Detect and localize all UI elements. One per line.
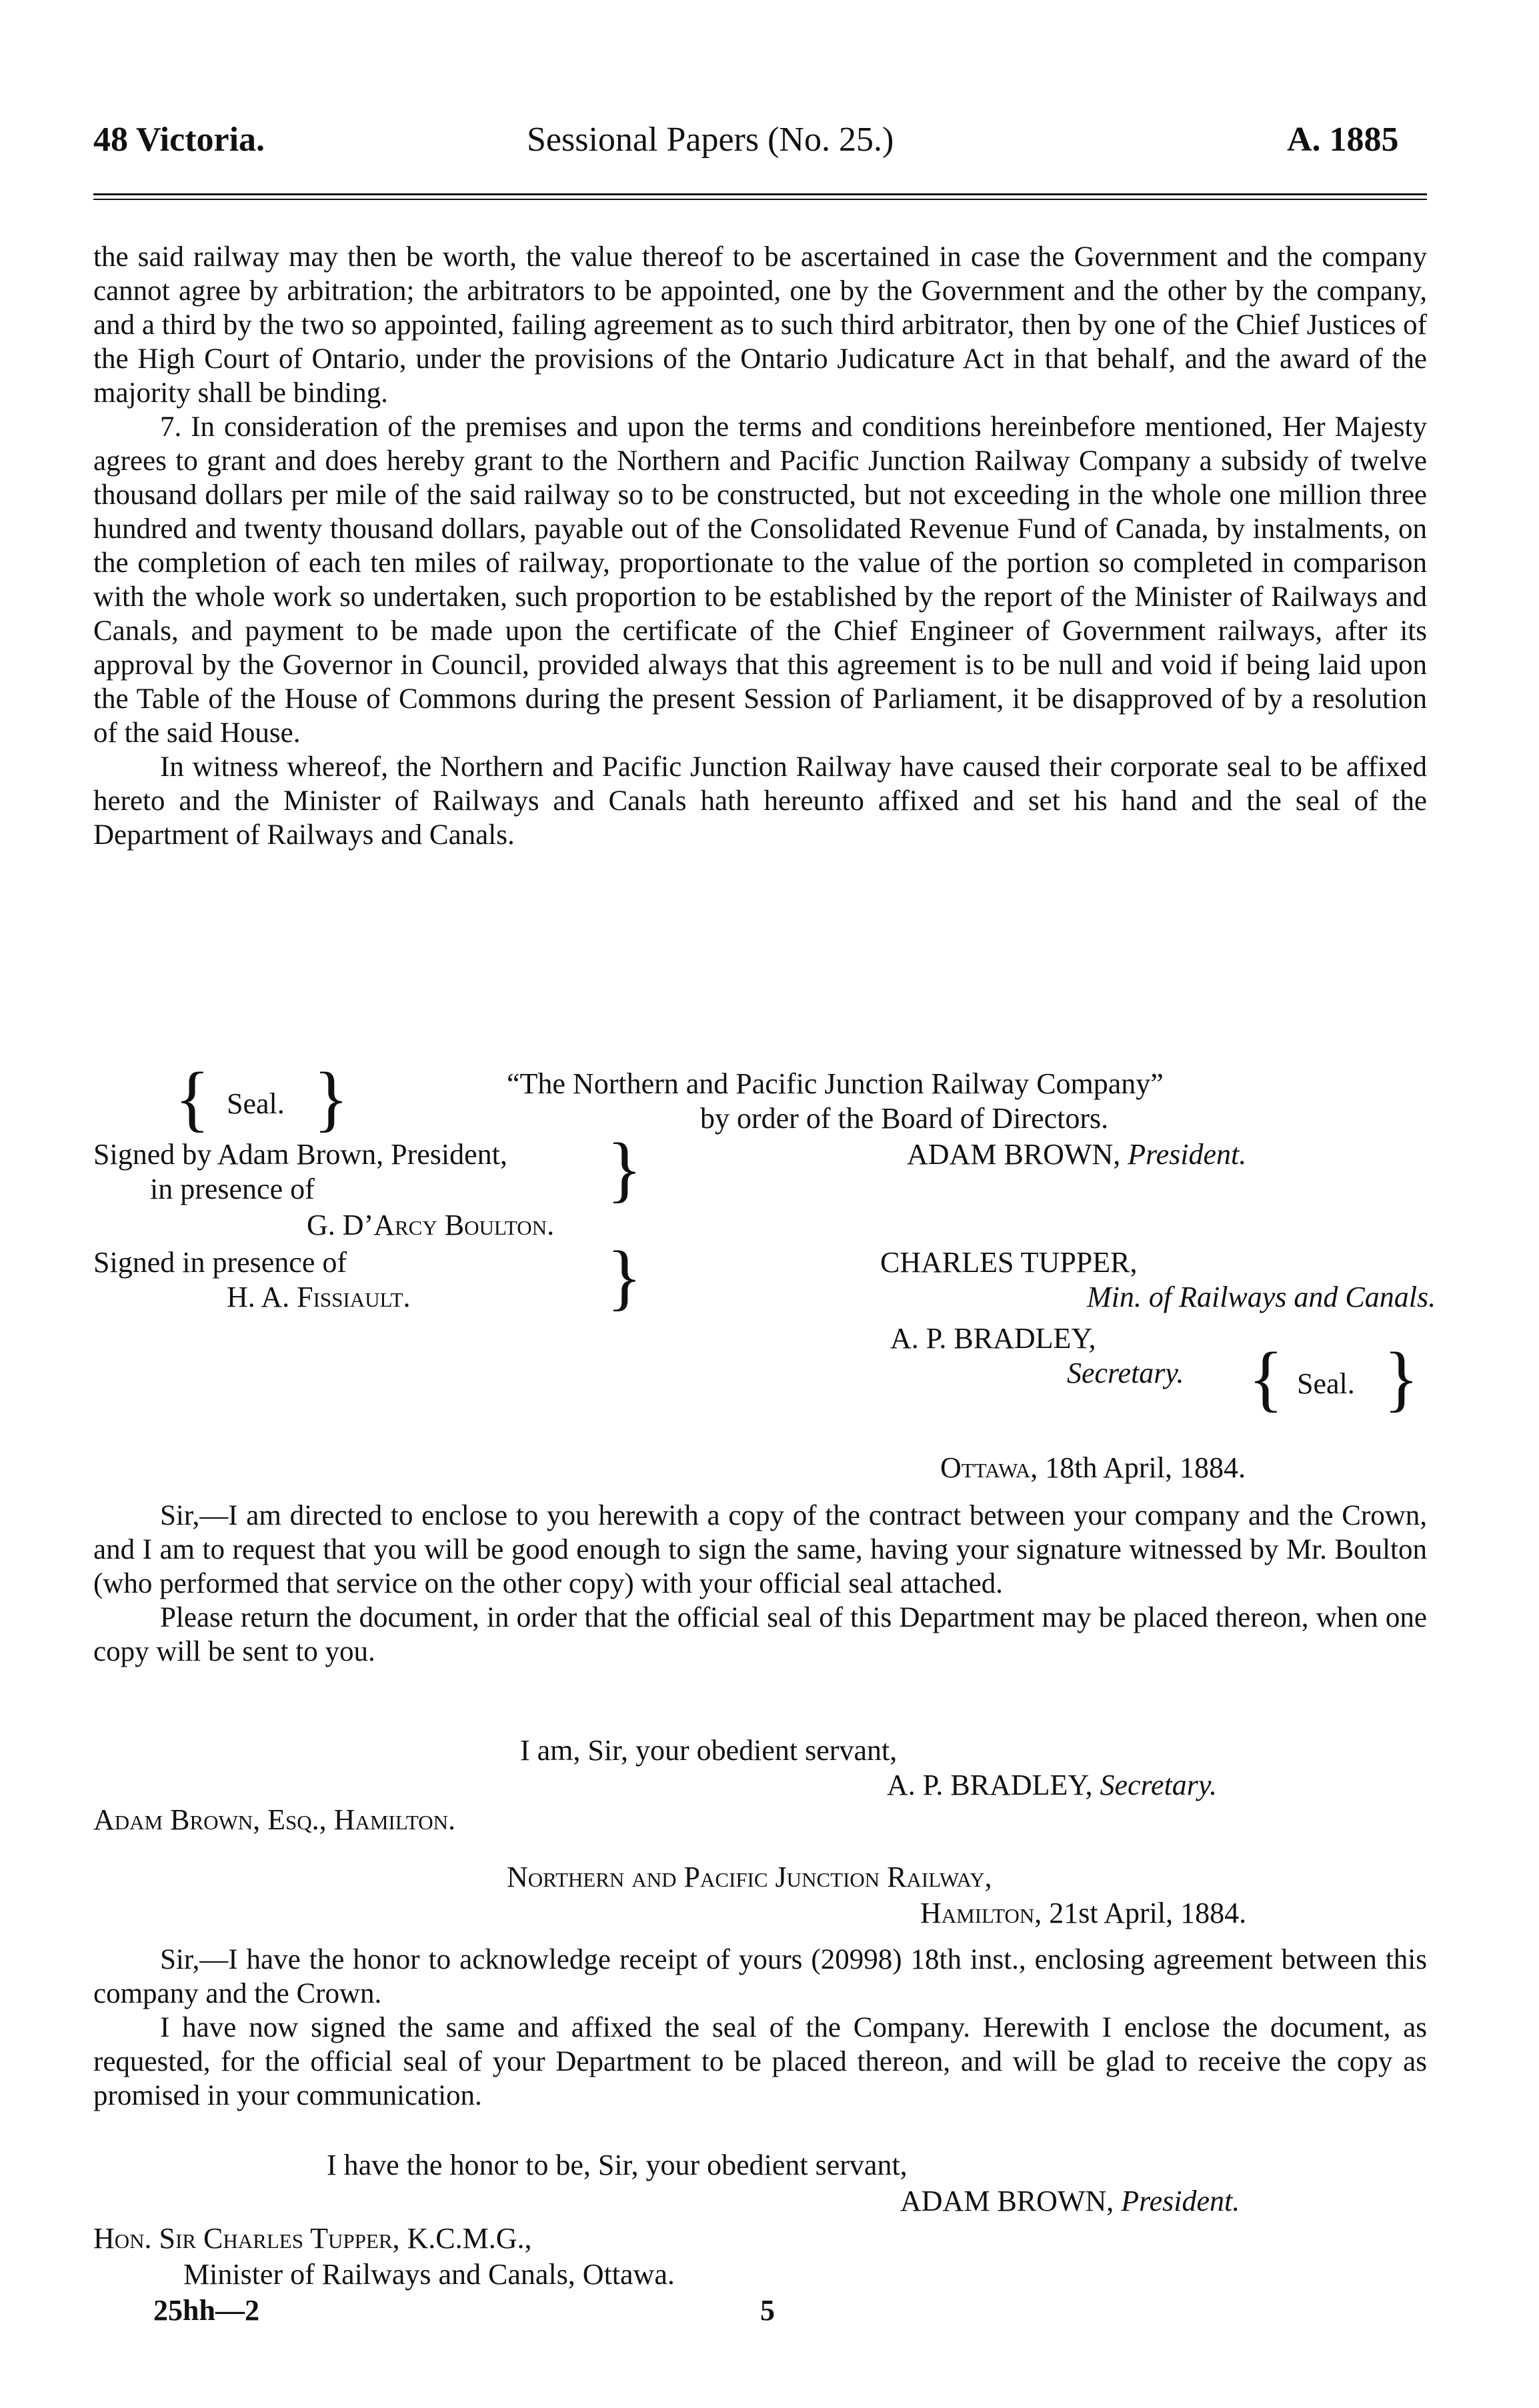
board-order: by order of the Board of Directors. xyxy=(700,1102,1109,1135)
bradley-title: Secretary. xyxy=(1067,1357,1184,1389)
adam-brown-title: President. xyxy=(1128,1138,1247,1171)
seal-left-label: Seal. xyxy=(227,1087,285,1120)
letter1-addressee: Adam Brown, Esq., Hamilton. xyxy=(93,1803,455,1836)
letter1-signer: A. P. BRADLEY, xyxy=(887,1769,1093,1801)
letter2-signer: ADAM BROWN, xyxy=(900,2185,1114,2217)
letter2-date: 21st April, 1884. xyxy=(1049,1897,1247,1929)
letter2-heading: Northern and Pacific Junction Railway, xyxy=(507,1861,992,1893)
contract-paragraph-1: the said railway may then be worth, the value thereof to be ascertained in case the Government and the company cannot agree by arbitration; the arbitrators to be appointed, one by the Government and the other by the company, and a third by the two so appointed, failing agreement as to such third arbitrator, then by one of the Chief Justices of the High Court of Ontario, under the provisions of the Ontario Judicature Act in that behalf, and the award of the majority shall be binding. xyxy=(93,241,1427,409)
signature-mark: 25hh—2 xyxy=(153,2294,259,2327)
letter2-paragraph-1: Sir,—I have the honor to acknowledge receipt of yours (20998) 18th inst., enclosing agreement between this company and the Crown. xyxy=(93,1944,1427,2009)
letter2-body xyxy=(93,1943,1427,2113)
letter1-paragraph-2: Please return the document, in order that the official seal of this Department may be placed thereon, when one copy will be sent to you. xyxy=(93,1602,1427,1667)
witness-1: G. D’Arcy Boulton. xyxy=(307,1209,555,1241)
letter2-paragraph-2: I have now signed the same and affixed the seal of the Company. Herewith I enclose the document, as requested, for the official seal of your Department to be placed thereon, and will be glad to receive the copy as promised in your communication. xyxy=(93,2012,1427,2111)
header-center: Sessional Papers (No. 25.) xyxy=(527,121,894,159)
letter2-dateline xyxy=(920,1896,1246,1930)
adam-brown-name: ADAM BROWN, xyxy=(907,1138,1121,1171)
in-presence-line: in presence of xyxy=(150,1173,315,1205)
letter2-signer-title: President. xyxy=(1121,2185,1240,2217)
letter1-dateline xyxy=(940,1451,1246,1485)
seal-left-brace-open: { xyxy=(175,1057,210,1139)
tupper-title: Min. of Railways and Canals. xyxy=(1087,1281,1436,1313)
adam-brown-signature xyxy=(907,1137,1246,1171)
seal-right-label: Seal. xyxy=(1297,1367,1355,1400)
tupper-name: CHARLES TUPPER, xyxy=(880,1246,1138,1279)
contract-paragraph-2: 7. In consideration of the premises and upon the terms and conditions hereinbefore mentioned, Her Majesty agrees to grant and does hereby grant to the Northern and Pacific Junction Railway Company a subsidy of twelve thousand dollars per mile of the said railway so to be constructed, but not exceeding in the whole one million three hundred and twenty thousand dollars, payable out of the Consolidated Revenue Fund of Canada, by instalments, on the completion of each ten miles of railway, proportionate to the value of the portion so completed in comparison with the whole work so undertaken, such proportion to be established by the report of the Minister of Railways and Canals, and payment to be made upon the certificate of the Chief Engineer of Government railways, after its approval by the Governor in Council, provided always that this agreement is to be null and void if being laid upon the Table of the House of Commons during the present Session of Parliament, it be disapproved of by a resolution of the said House. xyxy=(93,411,1427,749)
letter2-place: Hamilton, xyxy=(920,1897,1042,1929)
seal-right-brace-open: { xyxy=(1248,1337,1284,1419)
letter1-signature xyxy=(887,1768,1217,1802)
signed-by-line: Signed by Adam Brown, President, xyxy=(93,1138,507,1171)
bradley-name: A. P. BRADLEY, xyxy=(890,1322,1096,1355)
signed-in-presence-brace: } xyxy=(607,1236,642,1317)
letter1-paragraph-1: Sir,—I am directed to enclose to you herewith a copy of the contract between your company and the Crown, and I am to request that you will be good enough to sign the same, having your signature witnessed by Mr. Boulton (who performed that service on the other copy) with your official seal attached. xyxy=(93,1500,1427,1599)
seal-left-brace-close: } xyxy=(313,1057,349,1139)
header-left: 48 Victoria. xyxy=(93,121,265,159)
witness-2: H. A. Fissiault. xyxy=(227,1281,411,1313)
header-right: A. 1885 xyxy=(1287,121,1399,159)
letter2-addressee-line2: Minister of Railways and Canals, Ottawa. xyxy=(183,2258,675,2291)
letter1-place: Ottawa, xyxy=(940,1451,1038,1484)
page-number: 5 xyxy=(760,2294,775,2327)
letter1-body xyxy=(93,1499,1427,1669)
header-rule-top xyxy=(93,193,1427,195)
contract-paragraph-3: In witness whereof, the Northern and Pacific Junction Railway have caused their corporate seal to be affixed hereto and the Minister of Railways and Canals hath hereunto affixed and set his hand and the seal of the Department of Railways and Canals. xyxy=(93,751,1427,851)
letter1-closing: I am, Sir, your obedient servant, xyxy=(520,1734,898,1767)
letter1-date: 18th April, 1884. xyxy=(1045,1451,1246,1484)
signed-in-presence-line: Signed in presence of xyxy=(93,1246,347,1279)
company-name: “The Northern and Pacific Junction Railway Company” xyxy=(507,1067,1164,1100)
signed-by-brace: } xyxy=(607,1128,642,1209)
letter1-signer-title: Secretary. xyxy=(1100,1769,1218,1801)
letter2-signature xyxy=(900,2184,1240,2218)
letter2-closing: I have the honor to be, Sir, your obedient servant, xyxy=(327,2149,908,2181)
contract-body xyxy=(93,240,1427,852)
letter2-addressee-line1: Hon. Sir Charles Tupper, K.C.M.G., xyxy=(93,2222,532,2255)
header-rule-bottom xyxy=(93,199,1427,200)
seal-right-brace-close: } xyxy=(1384,1337,1419,1419)
